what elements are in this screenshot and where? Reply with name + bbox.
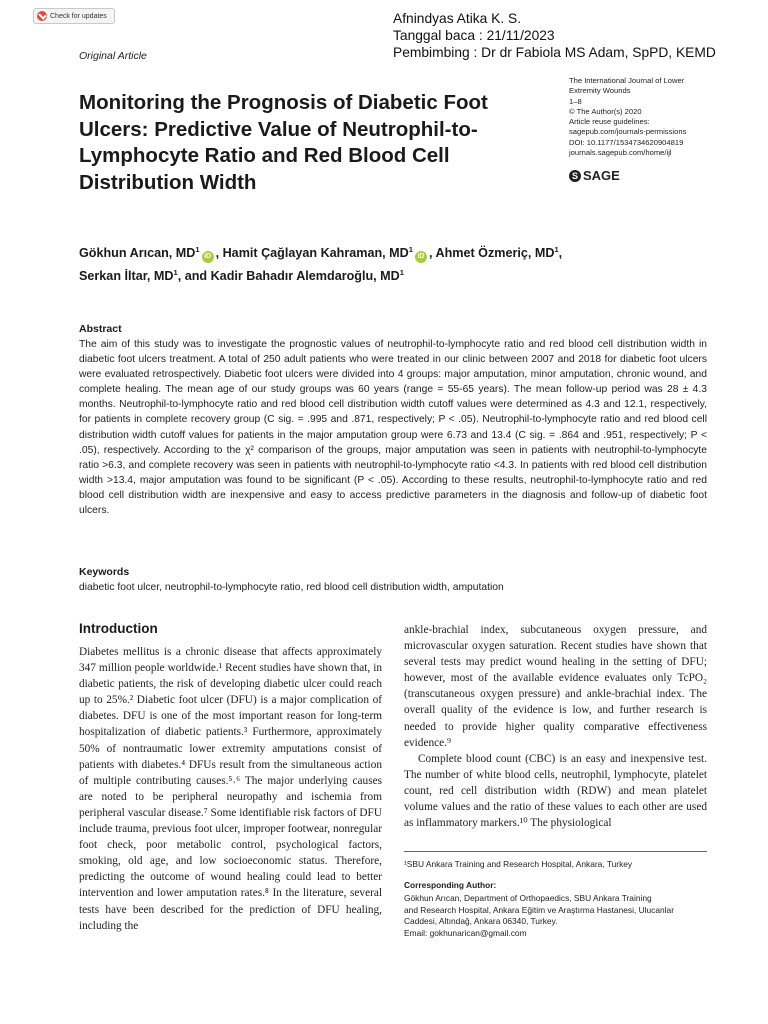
intro-paragraph-1: Diabetes mellitus is a chronic disease that affects approximately 347 million people worldwide.¹ Recent studies have shown that, in diabetic patients, the risk of developing diabetic ulcer could reach up to 25%.² Diabetic foot ulcer (DFU) is a major complication of diabetes. DFU is one of the most important reason for long-term hospitalization of diabetic patients.³ Furthermore, approximately 50% of nontraumatic lower extremity amputations consist of patients with diabetes.⁴ DFUs result from the simultaneous action of multiple contributing causes.⁵˒⁶ The major underlying causes are noted to be peripheral neuropathy and ischemia from peripheral vascular disease.⁷ Some identifiable risk factors of DFU include trauma, previous foot ulcer, improper footwear, nonregular foot check, poor metabolic control, psychological factors, smoking, old age, and low socioeconomic status. Therefore, predicting the outcome of wound healing could lead to better intervention and lower amputation rates.⁸ In the literature, several tests have been described for the prediction of DFU healing, including the xyxy=(79,646,382,932)
note-read-date: Tanggal baca : 21/11/2023 xyxy=(393,28,555,43)
author-3: , Ahmet Özmeriç, MD xyxy=(428,246,555,261)
corresponding-author-details xyxy=(404,893,714,939)
intro-paragraph-2: ankle-brachial index, subcutaneous oxygen pressure, and microvascular oxygen saturation. Recent studies have shown that several tests may predict wound healing in the setting of DFU; however, most of the available evidence evaluates only TcPO₂ (transcutaneous oxygen pressure) and ankle-brachial index. The overall quality of the evidence is low, and further research is needed to provide higher quality comparative effectiveness evidence.⁹ xyxy=(404,624,707,749)
check-for-updates-label: Check for updates xyxy=(50,12,107,20)
corr-line-1: Gökhun Arıcan, Department of Orthopaedics, SBU Ankara Training xyxy=(404,893,652,903)
journal-home-link[interactable]: journals.sagepub.com/home/ijl xyxy=(569,148,672,158)
body-column-left xyxy=(79,644,382,934)
affil-mark: 1 xyxy=(408,245,413,254)
journal-info xyxy=(569,76,749,158)
sage-logo xyxy=(569,168,620,183)
journal-pages: 1–8 xyxy=(569,96,582,106)
journal-permissions-link[interactable]: sagepub.com/journals-permissions xyxy=(569,127,687,137)
note-reader-name: Afnindyas Atika K. S. xyxy=(393,11,522,26)
corresponding-author-heading: Corresponding Author: xyxy=(404,880,497,890)
orcid-icon[interactable]: iD xyxy=(202,251,214,263)
paper-title: Monitoring the Prognosis of Diabetic Foot Ulcers: Predictive Value of Neutrophil-to-Lymphocyte Ratio and Red Blood Cell Distribution Width xyxy=(79,91,488,194)
author-list xyxy=(79,240,699,286)
corr-line-2: and Research Hospital, Ankara Eğitim ve Araştırma Hastanesi, Ulucanlar xyxy=(404,904,674,915)
journal-name-line2: Extremity Wounds xyxy=(569,86,631,96)
intro-paragraph-3: Complete blood count (CBC) is an easy and inexpensive test. The number of white blood cells, neutrophil, lymphocyte, platelet count, red cell distribution width (RDW) and mean platelet volume values and the ratio of these values to each other are used as inflammatory markers.¹⁰ The physiological xyxy=(404,752,707,830)
note-supervisor: Pembimbing : Dr dr Fabiola MS Adam, SpPD, KEMD xyxy=(393,45,716,60)
check-icon xyxy=(37,11,47,21)
journal-copyright: © The Author(s) 2020 xyxy=(569,106,642,116)
introduction-heading: Introduction xyxy=(79,621,158,636)
corr-line-3: Caddesi, Altındağ, Ankara 06340, Turkey. xyxy=(404,916,558,927)
article-type: Original Article xyxy=(79,50,147,62)
corr-email[interactable]: Email: gokhunarican@gmail.com xyxy=(404,927,527,938)
journal-doi[interactable]: DOI: 10.1177/1534734620904819 xyxy=(569,137,684,147)
author-2: , Hamit Çağlayan Kahraman, MD xyxy=(215,246,409,261)
keywords-body: diabetic foot ulcer, neutrophil-to-lymphocyte ratio, red blood cell distribution width, amputation xyxy=(79,582,504,593)
body-column-right xyxy=(404,622,707,831)
abstract-heading: Abstract xyxy=(79,323,122,335)
author-4: Serkan İltar, MD xyxy=(79,269,174,284)
author-separator: , xyxy=(558,246,563,261)
orcid-icon[interactable]: iD xyxy=(415,251,427,263)
affiliation-footnote: ¹SBU Ankara Training and Research Hospital, Ankara, Turkey xyxy=(404,859,633,869)
affil-mark: 1 xyxy=(399,268,404,278)
journal-name-line1: The International Journal of Lower xyxy=(569,76,685,85)
reader-note xyxy=(393,10,716,61)
author-5: , and Kadir Bahadır Alemdaroğlu, MD xyxy=(177,269,400,284)
author-1: Gökhun Arıcan, MD xyxy=(79,246,196,261)
footnote-divider xyxy=(404,851,707,852)
sage-s-icon: S xyxy=(569,170,581,182)
journal-reuse: Article reuse guidelines: xyxy=(569,117,650,127)
affil-mark: 1 xyxy=(195,245,200,254)
sage-wordmark: SAGE xyxy=(583,168,620,183)
affil-mark: 1 xyxy=(173,268,178,278)
check-for-updates-badge[interactable] xyxy=(33,8,115,24)
affil-mark: 1 xyxy=(554,245,559,254)
abstract-body: The aim of this study was to investigate the prognostic values of neutrophil-to-lymphocyte ratio and red blood cell distribution width in diabetic foot ulcers treatment. A total of 250 adult patients who were treated in our clinic between 2007 and 2018 for diabetic foot ulcers were evaluated retrospectively. Diabetic foot ulcers were divided into 4 groups: major amputation, minor amputation, chronic wound, and complete healing. The mean age of our study groups was 60 years (range = 55-65 years). The mean follow-up period was 28 ± 4.3 months. Neutrophil-to-lymphocyte ratio and red blood cell distribution width cutoff values were determined as 4.3 and 12.1, respectively, for patients in complete recovery group (C sig. = .995 and .871, respectively; P < .05). Neutrophil-to-lymphocyte ratio and red blood cell distribution width cutoff values for patients in the major amputation group were 6.73 and 13.4 (C sig. = .864 and .951, respectively; P < .05), respectively. According to the χ² comparison of the groups, major amputation was seen in patients with neutrophil-to-lymphocyte ratio >6.3, and complete recovery was seen in patients with neutrophil-to-lymphocyte ratio <4.3. In patients with red blood cell distribution width >13.4, major amputation was found to be significant (P < .05). According to these results, neutrophil-to-lymphocyte ratio and red blood cell distribution width are inexpensive and easy to access predictive parameters in the diagnosis and follow-up of diabetic foot ulcers. xyxy=(79,339,707,517)
keywords-heading: Keywords xyxy=(79,566,130,578)
